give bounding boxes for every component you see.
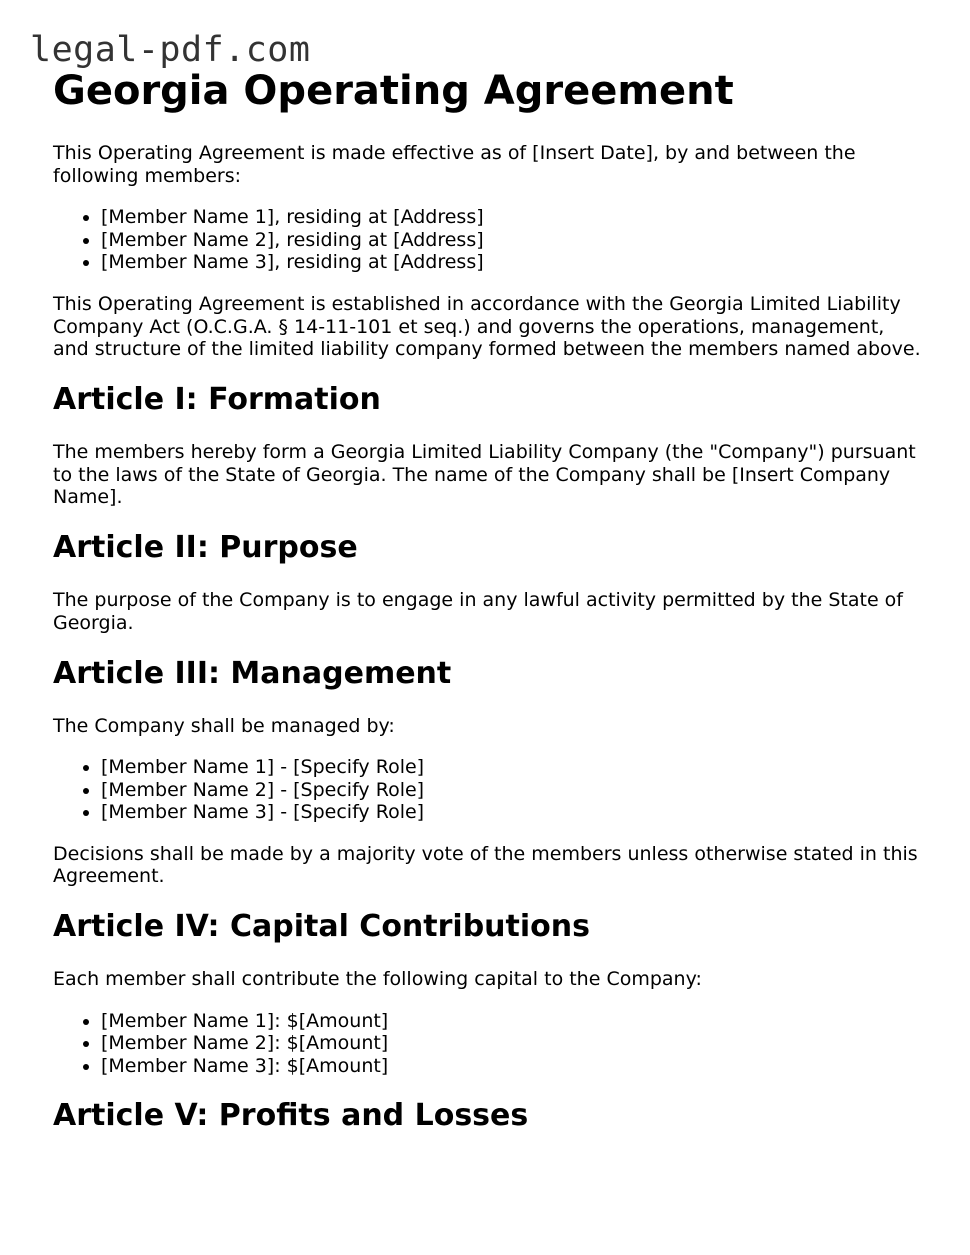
list-item: • [Member Name 3], residing at [Address] [101,251,923,274]
article-formation-text: The members hereby form a Georgia Limited Liability Company (the "Company") pursuant to the laws of the State of Georgia. The name of the Company shall be [Insert Company Name]. [53,441,916,509]
article-management-text: Decisions shall be made by a majority vote of the members unless otherwise stated in this Agreement. [53,842,918,888]
list-item: • [Member Name 3]: $[Amount] [101,1055,923,1078]
article-profits-heading: Article V: Profits and Losses [53,1098,529,1134]
watermark-logo: legal-pdf.com [30,30,311,70]
management-list [53,756,923,824]
article-purpose-heading: Article II: Purpose [53,530,358,566]
article-formation-heading: Article I: Formation [53,382,381,418]
list-item: • [Member Name 2], residing at [Address] [101,229,923,252]
list-item: • [Member Name 1]: $[Amount] [101,1010,923,1033]
list-item: • [Member Name 2] - [Specify Role] [101,779,923,802]
document-title: Georgia Operating Agreement [53,68,734,114]
article-purpose-text: The purpose of the Company is to engage in any lawful activity permitted by the State of Georgia. [53,589,903,634]
article-management-heading: Article III: Management [53,655,452,691]
document-body [53,68,923,1157]
capital-list [53,1010,923,1078]
list-item: • [Member Name 1], residing at [Address] [101,206,923,229]
article-management-intro: The Company shall be managed by: [53,714,395,737]
intro-paragraph: This Operating Agreement is made effective as of [Insert Date], by and between the following members: [53,142,856,187]
article-capital-heading: Article IV: Capital Contributions [53,909,590,945]
list-item: • [Member Name 1] - [Specify Role] [101,756,923,779]
list-item: • [Member Name 3] - [Specify Role] [101,801,923,824]
article-capital-intro: Each member shall contribute the following capital to the Company: [53,968,702,991]
members-list [53,206,923,274]
list-item: • [Member Name 2]: $[Amount] [101,1032,923,1055]
governing-law-paragraph: This Operating Agreement is established in accordance with the Georgia Limited Liability Company Act (O.C.G.A. § 14-11-101 et seq.) and governs the operations, management, and structure of the limited liability company formed between the members named above. [53,292,921,361]
